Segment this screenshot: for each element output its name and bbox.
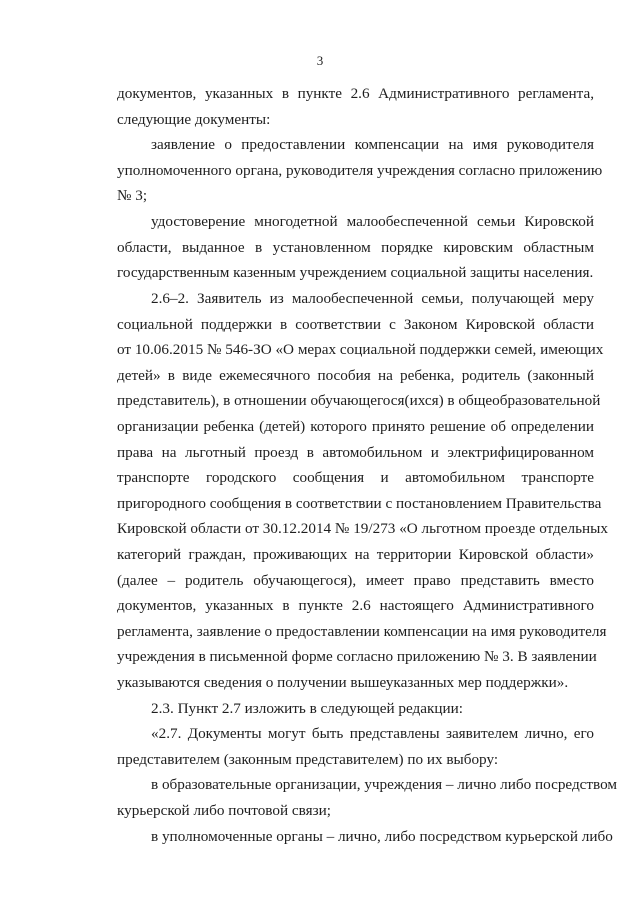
text-line: регламента, заявление о предоставлении компенсации на имя руководителя xyxy=(117,623,607,640)
text-line: следующие документы: xyxy=(117,111,271,128)
text-line: указываются сведения о получении вышеуказанных мер поддержки». xyxy=(117,674,569,691)
text-line: 2.6–2. Заявитель из малообеспеченной семьи, получающей меру xyxy=(151,290,594,307)
text-line: транспорте городского сообщения и автомобильном транспорте xyxy=(117,469,594,486)
text-line: Кировской области от 30.12.2014 № 19/273 «О льготном проезде отдельных xyxy=(117,520,608,537)
text-line: заявление о предоставлении компенсации на имя руководителя xyxy=(151,136,594,153)
text-line: от 10.06.2015 № 546-ЗО «О мерах социальной поддержки семей, имеющих xyxy=(117,341,604,358)
text-line: области, выданное в установленном порядке кировским областным xyxy=(117,239,594,256)
text-line: детей» в виде ежемесячного пособия на ребенка, родитель (законный xyxy=(117,367,594,384)
text-line: уполномоченного органа, руководителя учреждения согласно приложению xyxy=(117,162,603,179)
text-line: организации ребенка (детей) которого принято решение об определении xyxy=(117,418,594,435)
text-line: № 3; xyxy=(117,187,148,204)
text-line: представитель), в отношении обучающегося(ихся) в общеобразовательной xyxy=(117,392,601,409)
text-line: курьерской либо почтовой связи; xyxy=(117,802,331,819)
text-line: представителем (законным представителем) по их выбору: xyxy=(117,751,499,768)
text-line: права на льготный проезд в автомобильном и электрифицированном xyxy=(117,444,594,461)
text-line: документов, указанных в пункте 2.6 настоящего Административного xyxy=(117,597,594,614)
text-line: учреждения в письменной форме согласно приложению № 3. В заявлении xyxy=(117,648,597,665)
text-line: категорий граждан, проживающих на территории Кировской области» xyxy=(117,546,594,563)
text-line: удостоверение многодетной малообеспеченной семьи Кировской xyxy=(151,213,594,230)
text-line: (далее – родитель обучающегося), имеет право представить вместо xyxy=(117,572,594,589)
page-number: 3 xyxy=(316,53,324,68)
text-line: «2.7. Документы могут быть представлены заявителем лично, его xyxy=(151,725,594,742)
text-line: документов, указанных в пункте 2.6 Административного регламента, xyxy=(117,85,594,102)
text-line: в уполномоченные органы – лично, либо посредством курьерской либо xyxy=(151,828,613,845)
text-line: пригородного сообщения в соответствии с постановлением Правительства xyxy=(117,495,602,512)
text-line: 2.3. Пункт 2.7 изложить в следующей редакции: xyxy=(151,700,464,717)
text-line: государственным казенным учреждением социальной защиты населения. xyxy=(117,264,594,281)
text-line: социальной поддержки в соответствии с Законом Кировской области xyxy=(117,316,594,333)
text-line: в образовательные организации, учреждения – лично либо посредством xyxy=(151,776,618,793)
